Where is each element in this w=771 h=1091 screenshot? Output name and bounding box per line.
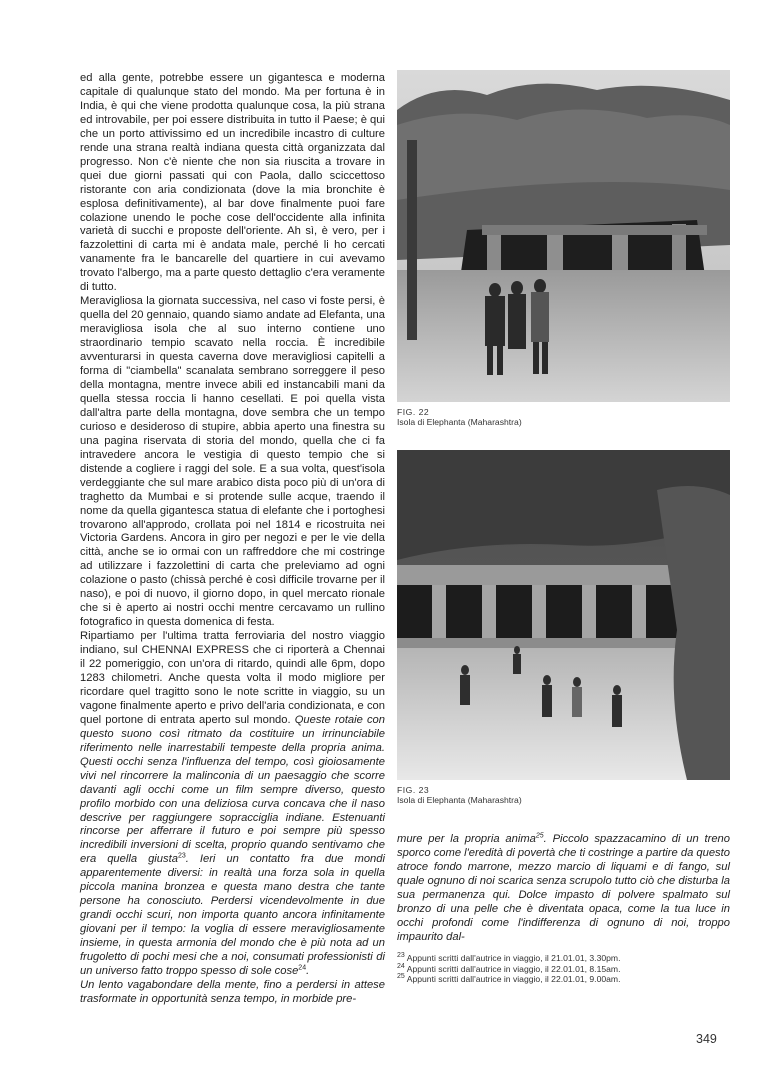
footnote-number: 24	[397, 962, 405, 970]
figure-caption-text: Isola di Elephanta (Maharashtra)	[397, 795, 522, 806]
footnote-ref[interactable]: 24	[298, 964, 307, 972]
footnote-text: Appunti scritti dall'autrice in viaggio, il 22.01.01, 8.15am.	[406, 963, 621, 974]
figure-label: FIG. 23	[397, 785, 430, 795]
paragraph	[80, 630, 385, 979]
right-text-column	[397, 832, 730, 944]
paragraph: Meravigliosa la giornata successiva, nel caso vi foste persi, è quella del 20 gennaio, quando siamo andate ad Elefanta, una meravigliosa isola che al suo interno contiene uno straordinario tempio scavato nella roccia. È incredibile avventurarsi in questa caverna dove meravigliosi capitelli a forma di "ciambella" scanalata sembrano sorreggere il peso della montagna, mentre invece abili ed instancabili mani da quella stessa roccia li hanno cesellati. E poi quella vista dall'altra parte della montagna, dove sembra che un tempo curioso e desideroso di stupire, abbia aperto una finestra su una pagina riservata di storia del mondo, quella che ci fa intravedere ancora le vestigia di questo tempio che si distende a cogliere i raggi del sole. E a sua volta, quest'isola verdeggiante che sul mare arabico dista poco più di un'ora di traghetto da Mumbai e si protende sulle acque, traendo il nome da quella gigantesca statua di elefante che i portoghesi trovarono all'approdo, crollata poi nel 1814 e ricostruita nei Victoria Gardens. Ancora in giro per negozi e per le vie della città, anche se io ormai con un raffreddore che mi costringe ad utilizzare i fazzolettini di carta che preleviamo ad ogni colazione o pasto (chissà perché è così difficile trovarne per il naso), e poi di nuovo, il giorno dopo, in quel mercato rionale che si è aperto ai nostri occhi mentre cercavamo un rullino fotografico in questa domenica di festa.	[80, 295, 385, 629]
footnote-ref[interactable]: 23	[177, 852, 186, 860]
travel-notes-quote: Queste rotaie con questo suono così ritmato da costituire un irrinunciabile riferimento nelle inarrestabili tempeste della propria anima. Questi occhi senza l'influenza del tempo, così gioiosamente vivi nel rincorrere la malinconia di un paesaggio che scorre davanti agli occhi come un film sempre diverso, questo profilo morbido con una deliziosa curva concava che il naso descrive per raggiungere sopracciglia indiane. Estenuanti rincorse per afferrare il futuro e poi sempre più spesso incredibili inversioni di scelta, proprio quando sentivamo che era quella giusta	[80, 713, 386, 866]
paragraph-text: Ripartiamo per l'ultima tratta ferroviaria del nostro viaggio indiano, sul CHENNAI EXPRESS che ci riporterà a Chennai il 22 pomeriggio, con un'ora di ritardo, quindi alle 6pm, dopo 1283 chilometri. Anche questa volta il modo migliore per ricordare quel tragitto sono le note scritte in viaggio, su un vagone finalmente aperto e privo dell'aria condizionata, e con quel portone di entrata aperto sul mondo.	[80, 630, 385, 726]
travel-notes-quote: . Ieri un contatto fra due mondi apparentemente diversi: in realtà una forza sola in quella piccola manina bronzea e questa mano destra che tante persone ha conosciuto. Perdersi vicendevolmente in due grandi occhi scuri, non importa quanto ancora infinitamente giovani per il tempo: la voglia di essere meravigliosamente insieme, in questa armonia del mondo che è più nota ad un frugoletto di pochi mesi che a noi, consumati professionisti di un universo fatto troppo spesso di sole cose	[80, 853, 385, 977]
travel-notes-quote: mure per la propria anima	[397, 833, 536, 845]
figure-caption	[397, 407, 730, 428]
figure-caption	[397, 785, 730, 806]
footnote-number: 23	[397, 952, 405, 960]
paragraph	[397, 832, 730, 944]
elephanta-cave-photo	[397, 70, 730, 402]
figure-caption-text: Isola di Elephanta (Maharashtra)	[397, 417, 522, 428]
paragraph: ed alla gente, potrebbe essere un gigantesca e moderna capitale di qualunque stato del mondo. Ma per fortuna è in India, è qui che viene prodotta qualunque cosa, la più strana ed introvabile, per poi essere distribuita in tutto il Paese; è qui che un porto attivissimo ed un incredibile incastro di culture rende una strana realtà indiana questa città organizzata dal progresso. Non c'è niente che non sia riuscita a trovare in quei due giorni passati qui con Paola, dallo sciccettoso ristorante con aria condizionata (dove la mia bronchite è esplosa definitivamente), al bar dove finalmente puoi fare colazione unendo le poche cose dell'occidente alla infinita varietà di succhi e proposte dell'oriente. Ah sì, è vero, per i fazzolettini di carta mi è andata male, perché li ho cercati vanamente fra le bancarelle del quartiere in cui avevamo trovato l'albergo, ma a parte questo dettaglio c'era veramente di tutto.	[80, 72, 385, 294]
footnotes	[397, 953, 730, 985]
footnote-number: 25	[397, 973, 405, 981]
elephanta-temple-photo	[397, 450, 730, 780]
figure-22	[397, 70, 730, 428]
left-text-column	[80, 72, 385, 1007]
footnote	[397, 964, 730, 975]
paragraph	[80, 979, 385, 1007]
figure-23	[397, 450, 730, 806]
page-number: 349	[696, 1032, 717, 1046]
figure-label: FIG. 22	[397, 407, 430, 417]
footnote-ref[interactable]: 25	[535, 832, 544, 840]
footnote	[397, 953, 730, 964]
travel-notes-quote: .	[306, 965, 310, 977]
footnote-text: Appunti scritti dall'autrice in viaggio, il 21.01.01, 3.30pm.	[406, 953, 621, 963]
footnote-text: Appunti scritti dall'autrice in viaggio, il 22.01.01, 9.00am.	[406, 974, 621, 984]
travel-notes-quote: . Piccolo spazzacamino di un treno sporco come l'eredità di povertà che ti costringe a partire da questo atroce fondo marrone, mezzo marcio di liquami e di fango, sul quale ognuno di noi scarica senza scrupolo tutto ciò che disturba la sua permanenza qui. Dolce impasto di polvere spalmato sul bronzo di una pelle che è diventata opaca, come la tua luce in occhi profondi come l'indifferenza di ognuno di noi, troppo impaurito dal-	[397, 833, 730, 943]
travel-notes-quote: Un lento vagabondare della mente, fino a perdersi in attese trasformate in opportunità senza tempo, in morbide pre-	[80, 978, 385, 1005]
footnote	[397, 974, 730, 985]
